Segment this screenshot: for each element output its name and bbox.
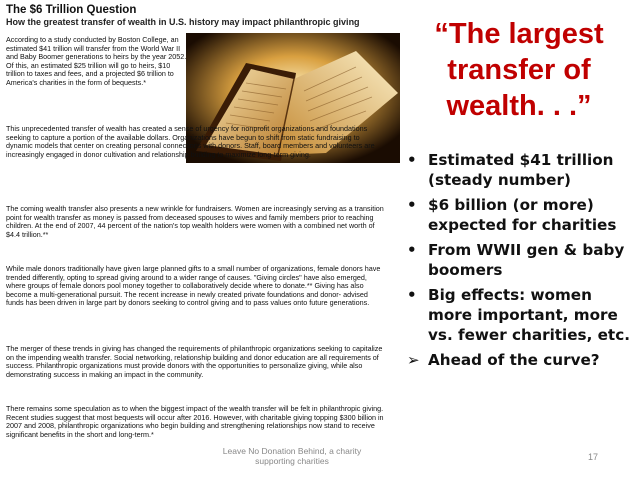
article-paragraph: The merger of these trends in giving has changed the requirements of philanthropic organizations seeking to capitalize on the impending wealth transfer. Social networking, relationship building and donor education are all requirements of success. Philanthropic organizations must provide donors with the opportunities to personalize giving, while also demonstrating success in making an impact in the community. — [6, 344, 383, 379]
arrow-bullet-icon: ➢ — [407, 351, 420, 369]
article-subtitle: How the greatest transfer of wealth in U.S. history may impact philanthropic giving — [6, 17, 360, 27]
bullet-icon: • — [407, 241, 417, 259]
page-number: 17 — [588, 452, 599, 462]
bullet-item — [405, 240, 637, 280]
bullet-icon: • — [407, 286, 417, 304]
bullet-item — [405, 350, 637, 370]
article-paragraph: This unprecedented transfer of wealth has created a sense of urgency for nonprofit organizations and foundations seeking to capture a portion of the available dollars. Organizations have begun to shift from static fundraising to dynamic models that center on creating personal connections with donors. Staff, board members and volunteers are increasingly engaged in donor cultivation and relationship building to maximize long-term giving. — [6, 124, 375, 159]
bullet-list — [405, 150, 637, 375]
article-paragraph: According to a study conducted by Boston College, an estimated $41 trillion will transfer from the World War II and Baby Boomer generations to heirs by the year 2052. Of this, an estimated $25 trillion will go to heirs, $10 trillion to taxes and fees, and a projected $6 trillion to America's charities in the form of bequests.* — [6, 35, 187, 87]
bullet-icon: • — [407, 196, 417, 214]
bullet-text: From WWII gen & baby boomers — [428, 241, 625, 279]
bullet-text: Estimated $41 trillion (steady number) — [428, 151, 614, 189]
bullet-text: $6 billion (or more) expected for charities — [428, 196, 617, 234]
slide-footer: Leave No Donation Behind, a charity supporting charities — [222, 446, 362, 466]
article-paragraph: There remains some speculation as to when the biggest impact of the wealth transfer will be felt in philanthropic giving. Recent studies suggest that most bequests will occur after 2016. However, with charitable giving topping $300 billion in 2007 and 2008, philanthropic organizations who begin building and strengthening relationships now stand to receive significant benefits in the short and long-term.* — [6, 404, 384, 439]
article-title: The $6 Trillion Question — [6, 4, 137, 16]
article-paragraph: The coming wealth transfer also presents a new wrinkle for fundraisers. Women are increasingly serving as a transition point for wealth transfer as money is passed from deceased spouses to wives and family members prior to reaching children. At the end of 2007, 44 percent of the nation's top wealth holders were women with a combined net worth of $4.4 trillion.** — [6, 204, 384, 239]
bullet-item — [405, 195, 637, 235]
article-paragraph: While male donors traditionally have given large planned gifts to a small number of organizations, female donors have trended differently, opting to spread giving around to a wider range of causes. "Giving circles" have also emerged, where groups of female donors pool money together to collaboratively decide where to donate.** Giving has also become a multi-generational pursuit. The recent increase in newly created private foundations and donor- advised funds has been driven in large part by donors seeking to control giving and to pass values onto future generations. — [6, 264, 381, 308]
bullet-item — [405, 150, 637, 190]
bullet-icon: • — [407, 151, 417, 169]
bullet-item — [405, 285, 637, 345]
slide-quote-heading: “The largest transfer of wealth. . .” — [434, 18, 604, 122]
bullet-text: Big effects: women more important, more vs. fewer charities, etc. — [428, 286, 630, 344]
bullet-text: Ahead of the curve? — [428, 351, 600, 369]
